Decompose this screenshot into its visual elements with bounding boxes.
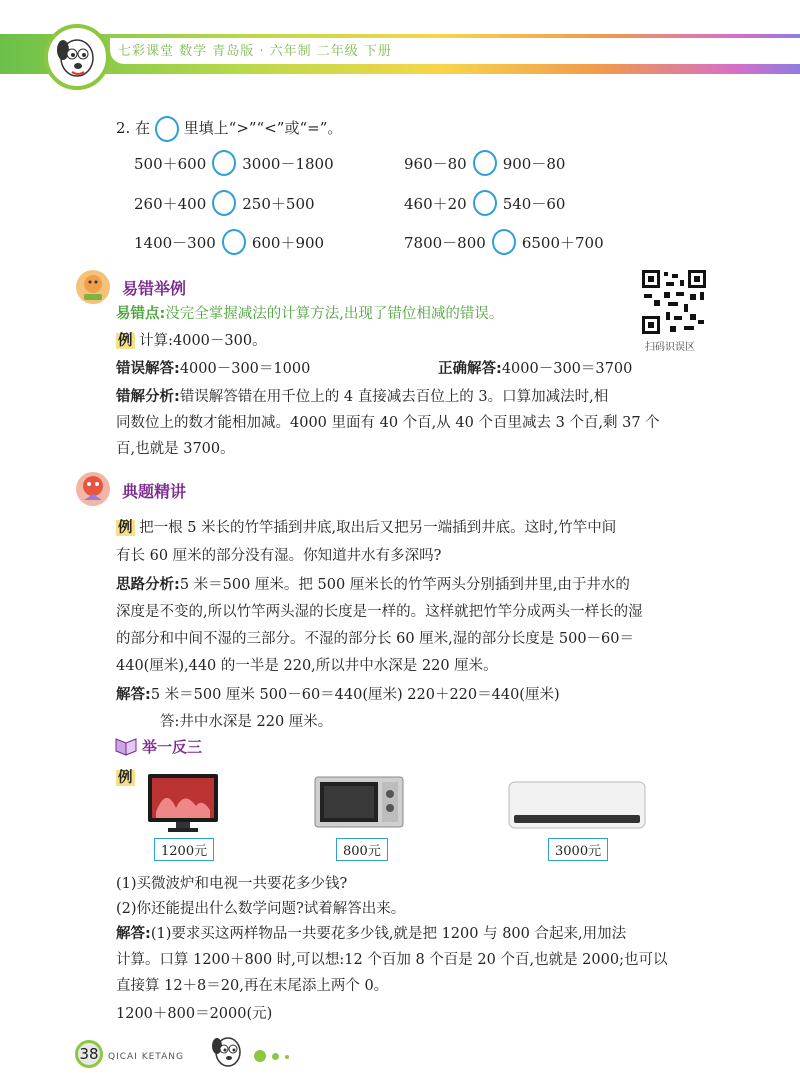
practice-calc: 1200＋800＝2000(元) (116, 1006, 273, 1022)
decor-dot (254, 1050, 266, 1062)
decor-dot (272, 1053, 279, 1060)
idea-analysis-text: 5 米＝500 厘米。把 500 厘米长的竹竿两头分别插到井里,由于井水的 (179, 577, 630, 593)
practice-example (116, 766, 135, 787)
expr: 540－60 (502, 194, 566, 213)
solution-label: 解答: (116, 687, 151, 703)
instruction-suffix: 里填上“>”“<”或“=”。 (183, 119, 343, 137)
answer-oval (155, 116, 179, 142)
compare-row-2-left (134, 190, 315, 216)
wrong-answer (116, 357, 310, 378)
question-2: (2)你还能提出什么数学问题?试着解答出来。 (116, 901, 406, 917)
idea-analysis-line: 440(厘米),440 的一半是 220,所以井中水深是 220 厘米。 (116, 658, 498, 674)
example-text: 计算:4000－300。 (139, 333, 267, 349)
error-point-label: 易错点: (116, 306, 166, 322)
error-analysis-label: 错解分析: (116, 389, 180, 405)
final-answer: 答:井中水深是 220 厘米。 (160, 714, 333, 730)
error-example (116, 329, 267, 350)
answer-oval[interactable] (212, 150, 236, 176)
error-analysis-text: 错误解答错在用千位上的 4 直接减去百位上的 3。口算加减法时,相 (179, 389, 609, 405)
problem-line: 有长 60 厘米的部分没有湿。你知道井水有多深吗? (116, 548, 442, 564)
expr: 600＋900 (251, 233, 325, 252)
instruction-prefix: 2. 在 (116, 119, 151, 137)
idea-analysis-line: 深度是不变的,所以竹竿两头湿的长度是一样的。这样就把竹竿分成两头一样长的湿 (116, 604, 643, 620)
page-number: 38 (75, 1040, 103, 1068)
book-icon (114, 735, 138, 757)
compare-row-3-right (404, 229, 604, 255)
example-label: 例 (118, 333, 133, 349)
compare-row-3-left (134, 229, 324, 255)
example-label: 例 (118, 520, 133, 536)
microwave-price-tag: 800元 (336, 838, 388, 861)
expr: 1400－300 (134, 233, 216, 252)
correct-answer (438, 357, 632, 378)
problem-line (116, 516, 616, 537)
dog-mascot-icon (48, 28, 106, 86)
expr: 500＋600 (134, 154, 207, 173)
air-conditioner-image (508, 781, 646, 829)
practice-answer-label: 解答: (116, 926, 151, 942)
wrong-answer-text: 4000－300＝1000 (179, 361, 311, 377)
correct-answer-text: 4000－300＝3700 (501, 361, 633, 377)
microwave-image (314, 776, 404, 830)
expr: 7800－800 (404, 233, 486, 252)
expr: 460＋20 (404, 194, 467, 213)
error-analysis-line: 同数位上的数才能相加减。4000 里面有 40 个百,从 40 个百里减去 3 个百,剩 37 个 (116, 415, 660, 431)
answer-oval[interactable] (473, 190, 497, 216)
idea-analysis-label: 思路分析: (116, 577, 180, 593)
practice-answer-text: (1)要求买这两样物品一共要花多少钱,就是把 1200 与 800 合起来,用加法 (150, 926, 627, 942)
error-section-title: 易错举例 (122, 279, 187, 298)
practice-answer-line: 计算。口算 1200＋800 时,可以想:12 个百加 8 个百是 20 个百,也就是 2000;也可以 (116, 952, 668, 968)
answer-oval[interactable] (492, 229, 516, 255)
practice-answer-line (116, 922, 626, 943)
decor-dot (285, 1055, 289, 1059)
compare-row-1-right (404, 150, 565, 176)
header-title: 七彩课堂 数学 青岛版 · 六年制 二年级 下册 (118, 44, 392, 59)
expr: 3000－1800 (242, 154, 334, 173)
correct-answer-label: 正确解答: (438, 361, 502, 377)
compare-row-1-left (134, 150, 334, 176)
error-section-icon (76, 270, 110, 304)
qr-caption: 扫码识误区 (645, 342, 695, 353)
tv-price-tag: 1200元 (154, 838, 214, 861)
idea-analysis-line (116, 573, 630, 594)
solution-text: 5 米＝500 厘米 500－60＝440(厘米) 220＋220＝440(厘米) (150, 687, 560, 703)
compare-row-2-right (404, 190, 565, 216)
exercise-2-instruction (116, 116, 342, 142)
air-conditioner-price-tag: 3000元 (548, 838, 608, 861)
qr-code-icon[interactable] (640, 268, 708, 336)
answer-oval[interactable] (212, 190, 236, 216)
practice-answer-line: 直接算 12＋8＝20,再在末尾添上两个 0。 (116, 978, 389, 994)
practice-section-title: 举一反三 (142, 738, 203, 756)
dog-mascot-icon (206, 1030, 250, 1074)
error-analysis-line (116, 385, 608, 406)
expr: 250＋500 (242, 194, 315, 213)
error-point (116, 302, 503, 323)
expr: 6500＋700 (521, 233, 604, 252)
example-label: 例 (118, 770, 133, 786)
footer-brand: QICAI KETANG (108, 1052, 184, 1062)
expr: 900－80 (502, 154, 566, 173)
error-point-text: 没完全掌握减法的计算方法,出现了错位相减的错误。 (165, 306, 504, 322)
answer-oval[interactable] (473, 150, 497, 176)
expr: 960－80 (404, 154, 467, 173)
problem-text: 把一根 5 米长的竹竿插到井底,取出后又把另一端插到井底。这时,竹竿中间 (139, 520, 617, 536)
tv-image (146, 772, 220, 834)
error-analysis-line: 百,也就是 3700。 (116, 441, 235, 457)
question-1: (1)买微波炉和电视一共要花多少钱? (116, 876, 348, 892)
idea-analysis-line: 的部分和中间不湿的三部分。不湿的部分长 60 厘米,湿的部分长度是 500－60＝ (116, 631, 635, 647)
typical-section-title: 典题精讲 (122, 482, 187, 501)
expr: 260＋400 (134, 194, 207, 213)
mascot-logo (44, 24, 110, 90)
answer-oval[interactable] (222, 229, 246, 255)
wrong-answer-label: 错误解答: (116, 361, 180, 377)
typical-section-icon (76, 472, 110, 506)
solution-line (116, 683, 560, 704)
